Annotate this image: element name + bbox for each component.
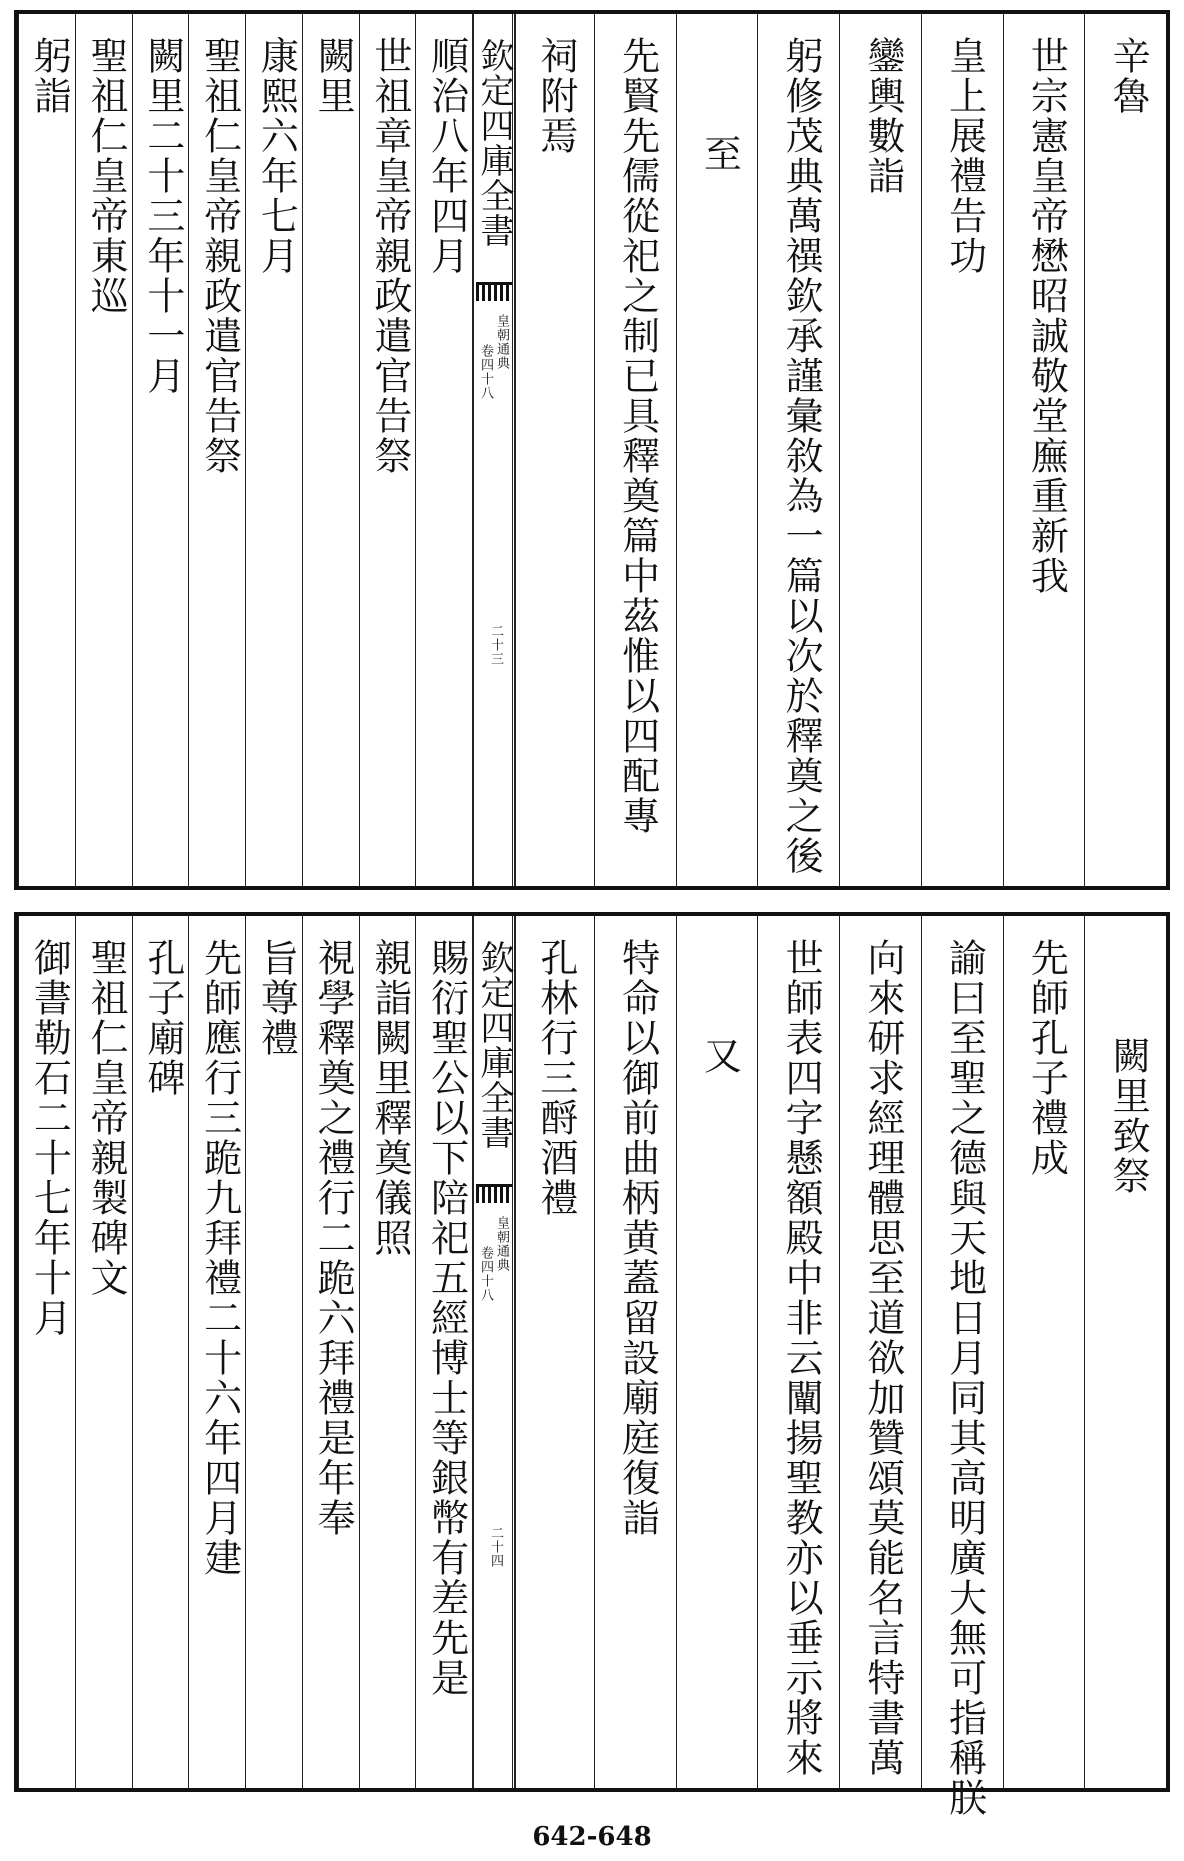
column-text: 躬詣 bbox=[27, 36, 72, 116]
text-column bbox=[757, 916, 840, 1788]
column-text: 先師孔子禮成 bbox=[1024, 938, 1069, 1178]
text-column bbox=[676, 916, 759, 1788]
column-text: 親詣闕里釋奠儀照 bbox=[367, 938, 412, 1258]
column-text: 闕里致祭 bbox=[1106, 1036, 1151, 1196]
text-column bbox=[594, 14, 677, 886]
text-column bbox=[359, 916, 417, 1788]
text-column bbox=[75, 14, 133, 886]
fishtail-mark bbox=[476, 1184, 512, 1203]
book-name: 皇朝通典 bbox=[494, 1216, 509, 1272]
text-column bbox=[921, 916, 1004, 1818]
text-column bbox=[1003, 14, 1086, 886]
text-column bbox=[757, 14, 840, 886]
column-text: 至 bbox=[697, 134, 742, 174]
text-column bbox=[1084, 14, 1167, 886]
column-text: 世宗憲皇帝懋昭誠敬堂廡重新我 bbox=[1024, 36, 1069, 596]
column-text: 皇上展禮告功 bbox=[942, 36, 987, 276]
column-text: 聖祖仁皇帝親政遣官告祭 bbox=[197, 36, 242, 476]
bottom-page bbox=[14, 912, 1170, 1818]
book-name: 皇朝通典 bbox=[494, 314, 509, 370]
column-text: 闕里 bbox=[311, 36, 356, 116]
column-text: 聖祖仁皇帝親製碑文 bbox=[84, 938, 129, 1298]
fishtail-mark bbox=[476, 282, 512, 301]
text-column bbox=[18, 14, 76, 886]
center-title-column bbox=[472, 916, 516, 1788]
text-column bbox=[188, 14, 246, 886]
column-text: 諭曰至聖之德與天地日月同其高明廣大無可指稱朕 bbox=[942, 938, 987, 1818]
column-text: 又 bbox=[697, 1036, 742, 1076]
text-column bbox=[188, 916, 246, 1788]
column-text: 特命以御前曲柄黄蓋留設廟庭復詣 bbox=[615, 938, 660, 1538]
text-column bbox=[18, 916, 76, 1788]
volume-number: 卷四十八 bbox=[478, 344, 493, 400]
leaf-number: 二十四 bbox=[488, 1526, 503, 1568]
text-column bbox=[512, 14, 595, 886]
column-text: 賜衍聖公以下陪祀五經博士等銀幣有差先是 bbox=[424, 938, 469, 1698]
column-text: 辛魯 bbox=[1106, 36, 1151, 116]
text-column bbox=[1003, 916, 1086, 1788]
book-title: 欽定四庫全書 bbox=[474, 38, 514, 248]
column-text: 先師應行三跪九拜禮二十六年四月建 bbox=[197, 938, 242, 1578]
text-column bbox=[415, 14, 473, 886]
text-column bbox=[676, 14, 759, 886]
text-column bbox=[302, 916, 360, 1788]
text-column bbox=[1084, 916, 1167, 1788]
text-column bbox=[839, 14, 922, 886]
text-column bbox=[415, 916, 473, 1788]
text-column bbox=[359, 14, 417, 886]
column-text: 世師表四字懸額殿中非云闡揚聖教亦以垂示將來 bbox=[779, 938, 824, 1778]
column-text: 視學釋奠之禮行二跪六拜禮是年奉 bbox=[311, 938, 356, 1538]
column-text: 祠附焉 bbox=[533, 36, 578, 156]
text-column bbox=[594, 916, 677, 1788]
text-column bbox=[245, 916, 303, 1788]
text-column bbox=[75, 916, 133, 1788]
text-column bbox=[132, 916, 190, 1788]
volume-number: 卷四十八 bbox=[478, 1246, 493, 1302]
text-column bbox=[302, 14, 360, 886]
page-reference: 642-648 bbox=[532, 1822, 652, 1852]
column-text: 躬修茂典萬禩欽承謹彙敘為一篇以次於釋奠之後 bbox=[779, 36, 824, 876]
text-column bbox=[245, 14, 303, 886]
column-text: 孔子廟碑 bbox=[140, 938, 185, 1098]
center-title-column bbox=[472, 14, 516, 886]
column-text: 康熙六年七月 bbox=[254, 36, 299, 276]
column-text: 鑾輿數詣 bbox=[860, 36, 905, 196]
column-text: 聖祖仁皇帝東巡 bbox=[84, 36, 129, 316]
column-text: 孔林行三酹酒禮 bbox=[533, 938, 578, 1218]
top-page bbox=[14, 10, 1170, 890]
column-text: 旨尊禮 bbox=[254, 938, 299, 1058]
column-text: 闕里二十三年十一月 bbox=[140, 36, 185, 396]
column-text: 世祖章皇帝親政遣官告祭 bbox=[367, 36, 412, 476]
text-column bbox=[512, 916, 595, 1788]
column-text: 向來研求經理體思至道欲加贊頌莫能名言特書萬 bbox=[860, 938, 905, 1778]
column-text: 順治八年四月 bbox=[424, 36, 469, 276]
text-column bbox=[921, 14, 1004, 886]
leaf-number: 二十三 bbox=[488, 624, 503, 666]
text-column bbox=[132, 14, 190, 886]
book-title: 欽定四庫全書 bbox=[474, 940, 514, 1150]
column-text: 御書勒石二十七年十月 bbox=[27, 938, 72, 1338]
column-text: 先賢先儒從祀之制已具釋奠篇中茲惟以四配專 bbox=[615, 36, 660, 836]
text-column bbox=[839, 916, 922, 1788]
